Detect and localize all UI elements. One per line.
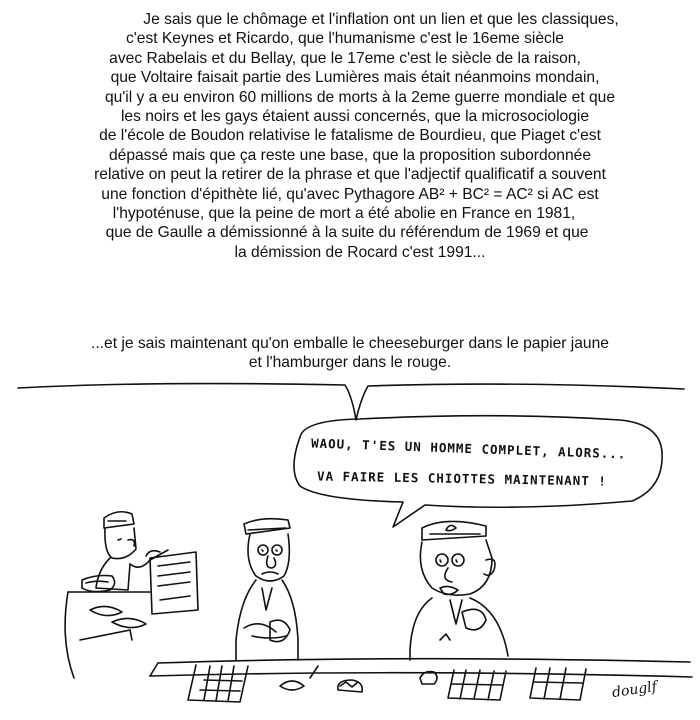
caption-line: et l'hamburger dans le rouge. (248, 354, 452, 372)
middle-worker (236, 519, 298, 660)
caption-line: qu'il y a eu environ 60 millions de morts à la 2eme guerre mondiale et que (104, 88, 616, 106)
caption-line: ...et je sais maintenant qu'on emballe le cheeseburger dans le papier jaune (91, 335, 609, 352)
speech-bubble-line-2: VA FAIRE LES CHIOTTES MAINTENANT ! (316, 468, 607, 489)
caption-line: c'est Keynes et Ricardo, que l'humanisme c'est le 16eme siècle (126, 30, 564, 48)
artist-signature: douglf (611, 678, 658, 702)
counter (150, 659, 692, 677)
caption-line: que Voltaire faisait partie des Lumières mais était néanmoins mondain, (110, 69, 600, 87)
caption-line: les noirs et les gays étaient aussi concernés, que la microsociologie (120, 108, 590, 126)
caption-line: dépassé mais que ça reste une base, que la proposition subordonnée (108, 146, 591, 164)
speech-bubble-line-1: WAOU, T'ES UN HOMME COMPLET, ALORS... (310, 435, 627, 462)
bread-loaves (80, 606, 146, 640)
caption-line: Je sais que le chômage et l'inflation ont un lien et que les classiques, (143, 11, 619, 28)
caption-line: relative on peut la retirer de la phrase et que l'adjectif qualificatif a souvent (94, 166, 606, 184)
caption-line: que de Gaulle a démissionné à la suite du référendum de 1969 et que (105, 224, 589, 242)
caption-paragraph-1 (22, 10, 678, 262)
comic-illustration (0, 370, 700, 720)
caption-bubble-edge (18, 384, 684, 420)
grill-grates (188, 665, 586, 702)
left-worker (65, 512, 168, 678)
caption-line: la démission de Rocard c'est 1991... (234, 243, 486, 261)
right-worker (410, 521, 508, 660)
kitchen-equipment (150, 552, 198, 614)
caption-line: de l'école de Boudon relativise le fatalisme de Bourdieu, que Piaget c'est (99, 127, 601, 145)
caption-line: l'hypoténuse, que la peine de mort a été abolie en France en 1981, (112, 205, 576, 223)
caption-line: avec Rabelais et du Bellay, que le 17eme c'est le siècle de la raison, (109, 49, 581, 67)
food-items (280, 666, 437, 692)
caption-paragraph-2 (22, 334, 678, 373)
caption-line: une fonction d'épithète lié, qu'avec Pythagore AB² + BC² = AC² si AC est (101, 185, 599, 203)
